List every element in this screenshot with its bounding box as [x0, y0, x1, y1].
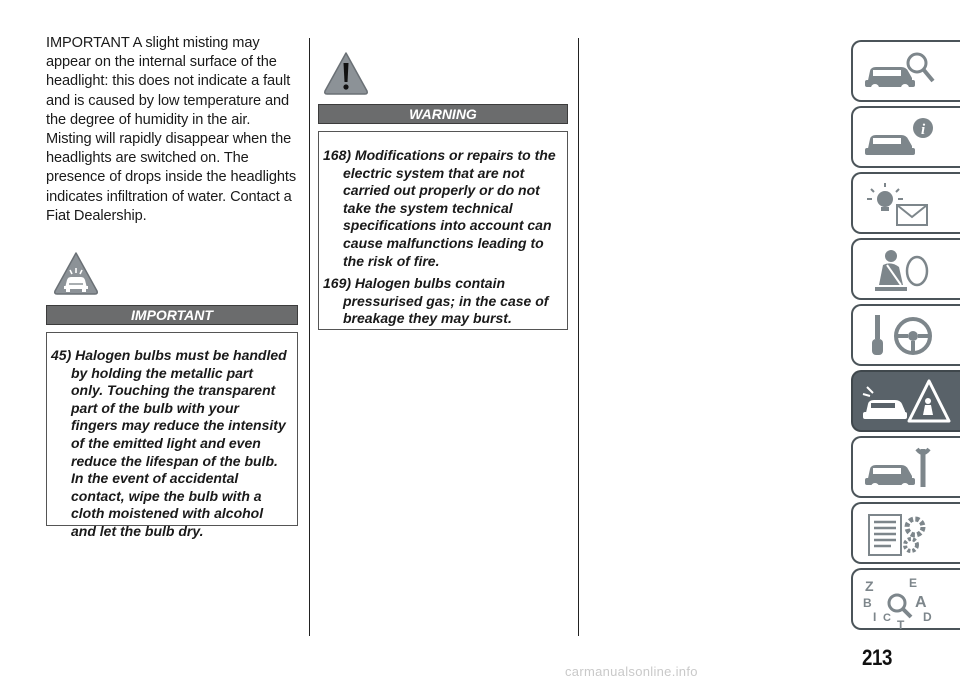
warning-note-169: 169) Halogen bulbs contain pressurised gas; in the case of breakage they may burst. — [323, 275, 549, 327]
svg-text:E: E — [909, 576, 918, 590]
warning-note-168: 168) Modifications or repairs to the electric system that are not carried out properly or do not take the system technical specifications into account can cause malfunctions leading to the risk of fire. — [323, 147, 556, 269]
car-search-icon — [861, 47, 941, 97]
page-number: 213 — [862, 645, 892, 670]
car-emergency-icon — [861, 377, 953, 429]
svg-text:B: B — [863, 596, 872, 610]
svg-text:T: T — [897, 618, 905, 631]
svg-text:I: I — [873, 610, 877, 624]
alphabetical-index-icon — [861, 575, 945, 631]
svg-text:i: i — [921, 122, 926, 138]
column-divider-2 — [578, 38, 579, 636]
tab-index[interactable] — [851, 568, 960, 630]
important-header: IMPORTANT — [46, 305, 298, 325]
svg-text:C: C — [883, 612, 891, 624]
tab-safety[interactable] — [851, 238, 960, 300]
column-divider-1 — [309, 38, 310, 636]
tab-technical-data[interactable] — [851, 502, 960, 564]
tab-starting-driving[interactable] — [851, 304, 960, 366]
tab-in-an-emergency[interactable] — [851, 370, 960, 432]
warning-header: WARNING — [318, 104, 568, 124]
technical-data-gear-icon — [861, 509, 941, 559]
column-1 — [46, 34, 298, 226]
car-warning-sign-icon — [52, 250, 100, 301]
svg-text:Z: Z — [865, 578, 874, 594]
warning-box — [318, 131, 568, 330]
tab-warning-lights[interactable] — [851, 172, 960, 234]
exclamation-sign-icon — [322, 50, 370, 101]
svg-text:A: A — [915, 594, 927, 611]
footer-watermark: carmanualsonline.info — [565, 664, 698, 679]
svg-text:D: D — [923, 610, 932, 624]
important-note: 45) Halogen bulbs must be handled by holding the metallic part only. Touching the transparent part of the bulb with your fingers may reduce the intensity of the emitted light and even reduce the lifespan of the bulb. In the event of accidental contact, wipe the bulb with a cloth moistened with alcohol and let the bulb dry. — [51, 347, 287, 539]
important-box — [46, 332, 298, 539]
tab-servicing-care[interactable] — [851, 436, 960, 498]
warning-light-envelope-icon — [861, 179, 941, 229]
car-wrench-icon — [861, 443, 941, 493]
misting-paragraph: IMPORTANT A slight misting may appear on the internal surface of the headlight: this does not indicate a fault and is caused by low temperature and the degree of humidity in the air. Misting will rapidly disappear when the headlights are switched on. The presence of drops inside the headlights indicates infiltration of water. Contact a Fiat Dealership. — [46, 35, 297, 224]
tab-knowing-instrument-panel[interactable] — [851, 106, 960, 168]
key-steering-wheel-icon — [861, 311, 941, 361]
tab-knowing-the-car[interactable] — [851, 40, 960, 102]
car-info-icon — [861, 113, 941, 163]
seatbelt-airbag-icon — [861, 245, 941, 295]
